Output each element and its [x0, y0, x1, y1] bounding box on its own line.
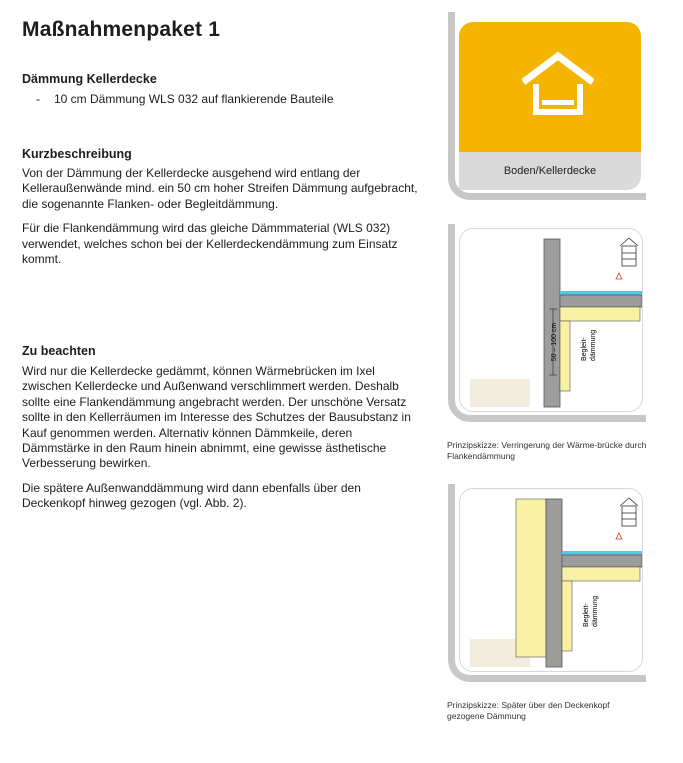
tile-icon-area — [459, 22, 641, 152]
insulation-label-line1: Begleit- — [583, 603, 590, 627]
section-note — [22, 344, 422, 512]
page-title: Maßnahmenpaket 1 — [22, 18, 221, 41]
section-heading: Dämmung Kellerdecke — [22, 72, 157, 86]
mini-house-icon — [616, 498, 638, 539]
screed-layer — [562, 551, 642, 555]
paragraph: Für die Flankendämmung wird das gleiche Dämmmaterial (WLS 032) verwendet, welches schon bei der Kellerdeckendämmung zum Einsatz kommt. — [22, 221, 398, 267]
insulation-label-line2: dämmung — [590, 329, 597, 361]
ceiling-insulation — [560, 307, 640, 321]
sketch-1-caption: Prinzipskizze: Verringerung der Wärme-brücke durch Flankendämmung — [447, 440, 647, 461]
sketch-canvas — [459, 488, 643, 672]
sketch-2-caption: Prinzipskizze: Später über den Deckenkopf gezogene Dämmung — [447, 700, 610, 721]
flank-insulation — [560, 321, 570, 391]
ceiling-slab — [560, 295, 642, 307]
sketch-1 — [448, 224, 646, 422]
sketch-2-drawing — [460, 489, 642, 672]
outer-insulation — [516, 499, 546, 657]
dimension-label: 50 – 100 cm — [551, 322, 558, 362]
insulation-label-line2: dämmung — [592, 595, 599, 627]
sketch-1-drawing — [460, 229, 642, 412]
sketch-2 — [448, 484, 646, 682]
house-icon — [522, 50, 594, 120]
outer-wall — [546, 499, 562, 667]
category-tile — [448, 12, 646, 200]
paragraph: Die spätere Außenwanddämmung wird dann ebenfalls über den Deckenkopf hinweg gezogen (vgl. Abb. 2). — [22, 480, 361, 511]
ceiling-insulation — [562, 567, 640, 581]
bullet-dash: - — [36, 92, 40, 106]
tile-label: Boden/Kellerdecke — [459, 152, 641, 190]
section-heading: Zu beachten — [22, 344, 96, 358]
section-heading: Kurzbeschreibung — [22, 147, 132, 161]
screed-layer — [560, 291, 642, 295]
mini-house-icon — [616, 238, 638, 279]
sketch-canvas — [459, 228, 643, 412]
ceiling-slab — [562, 555, 642, 567]
paragraph: Von der Dämmung der Kellerdecke ausgehend wird entlang der Kelleraußenwände mind. ein 50 cm hoher Streifen Dämmung aufgebracht, die sogenannte Flanken- oder Begleitdämmung. — [22, 166, 418, 211]
flank-insulation — [562, 581, 572, 651]
paragraph: Wird nur die Kellerdecke gedämmt, können Wärmebrücken im Ixel zwischen Kellerdecke und Außenwand verschlimmert werden. Deshalb sollte eine Flankendämmung angebracht werden. Der unschöne Versatz sollte in den Kellerräumen im Interesse des Schutzes der Bausubstanz in Kauf genommen werden. Alternativ können Dämmkeile, deren Dämmstärke in den Raum hinein abnimmt, eine gewisse ästhetische Verbesserung bewirken. — [22, 364, 411, 471]
floor-area — [470, 379, 530, 407]
section-summary — [22, 147, 422, 267]
insulation-label-line1: Begleit- — [581, 337, 588, 361]
section-insulation — [22, 72, 422, 106]
bullet-text: 10 cm Dämmung WLS 032 auf flankierende Bauteile — [54, 92, 334, 106]
bullet-item — [36, 92, 422, 106]
